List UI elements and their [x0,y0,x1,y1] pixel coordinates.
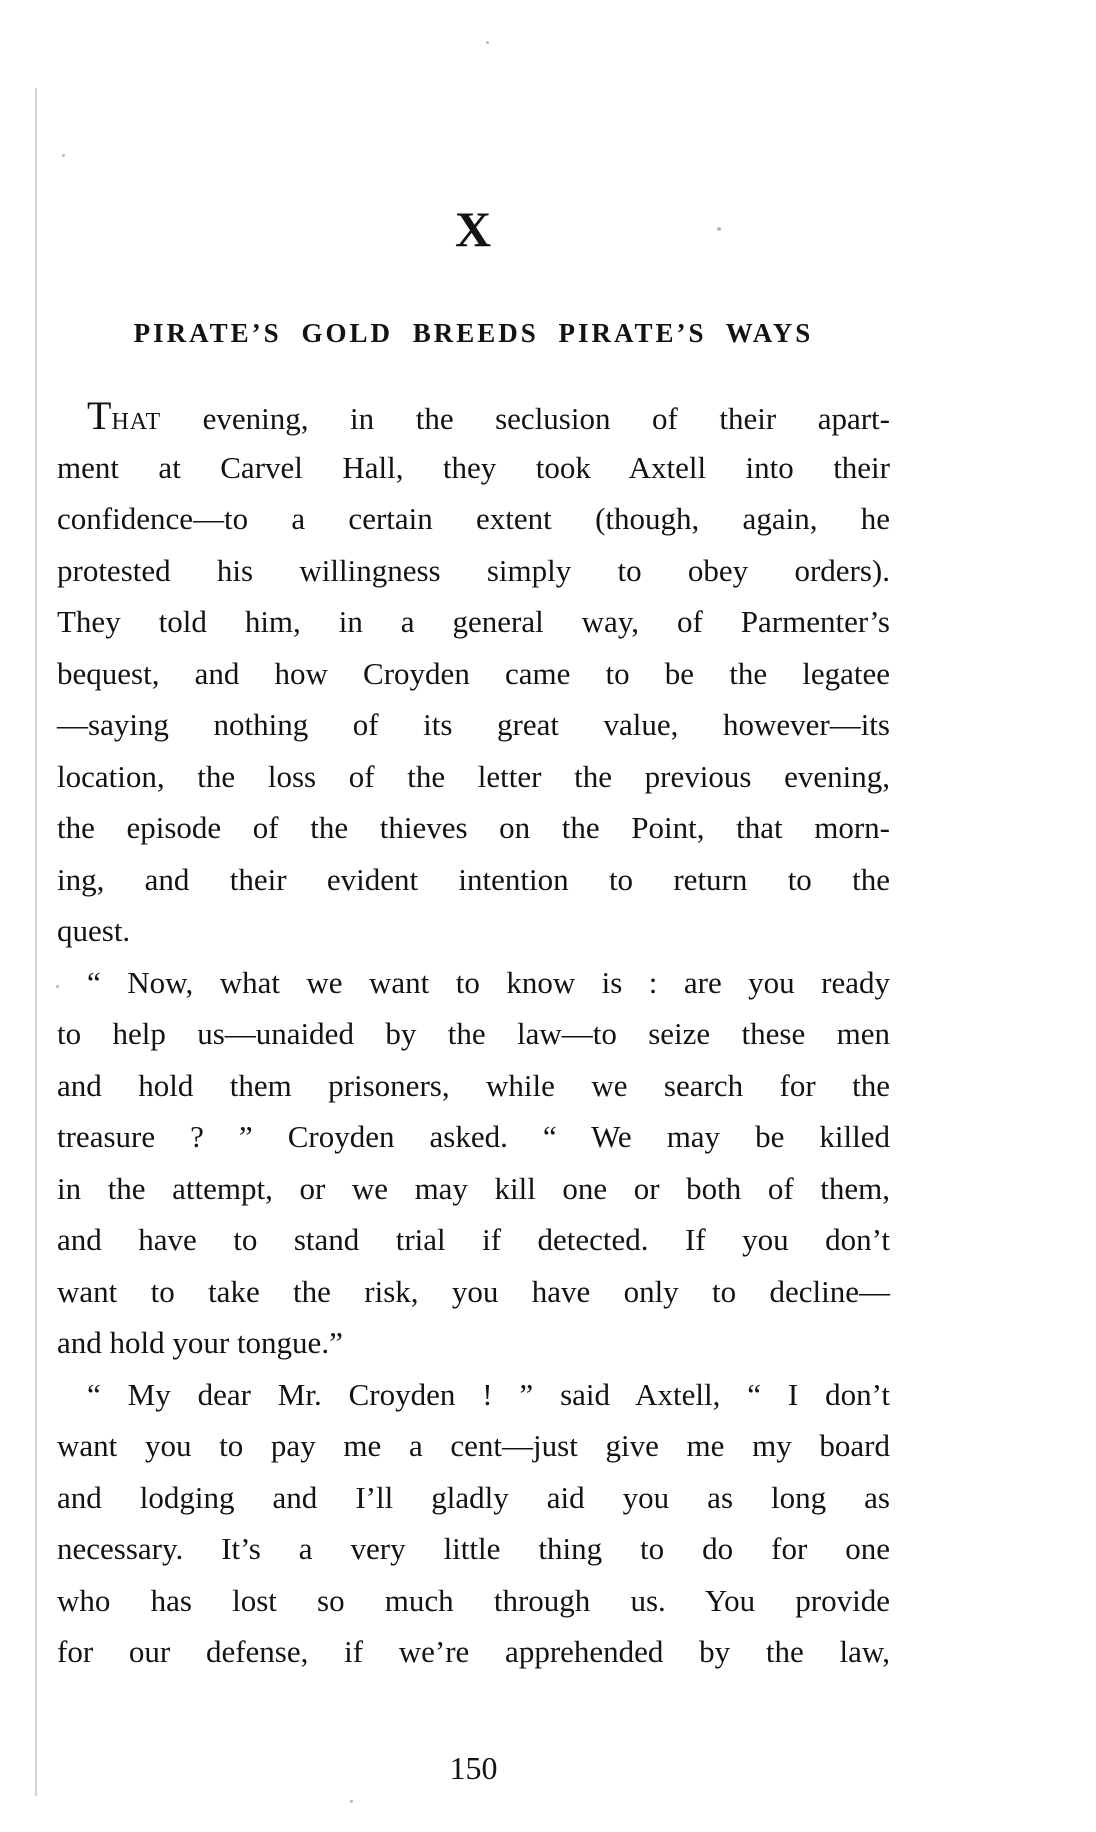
chapter-number: X [454,201,493,257]
paragraph-1-line: location, the loss of the letter the previous evening, [57,758,890,794]
paragraph-2-line: treasure ? ” Croyden asked. “ We may be killed [57,1119,890,1154]
paragraph-3-line: who has lost so much through us. You provide [57,1582,890,1618]
paragraph-2-line: to help us—unaided by the law—to seize these men [57,1016,890,1051]
paragraph-1-line: ing, and their evident intention to return to the [57,861,890,897]
page-number: 150 [449,1750,498,1786]
paragraph-3-line: for our defense, if we’re apprehended by the law, [57,1634,890,1669]
body-text [57,390,890,1678]
paragraph-1-line: quest. [57,913,131,948]
paragraph-1-line: They told him, in a general way, of Parmenter’s [57,604,890,639]
paragraph-1-line: bequest, and how Croyden came to be the legatee [57,655,890,691]
page-edge-rule [35,88,37,1796]
paragraph-1-line: protested his willingness simply to obey orders). [57,552,890,588]
drop-initial: T [87,393,112,438]
small-caps-lead: HAT [111,409,162,435]
paragraph-3-line: and lodging and I’ll gladly aid you as long as [57,1479,890,1515]
paragraph-1-line: the episode of the thieves on the Point, that morn- [57,810,890,845]
paragraph-3-line: want you to pay me a cent—just give me my board [57,1428,890,1463]
paragraph-2-line: “ Now, what we want to know is : are you ready [87,964,890,1000]
paragraph-2-line: and hold them prisoners, while we search for the [57,1067,890,1103]
line-text: evening, in the seclusion of their apart- [161,401,890,436]
paragraph-1-line: —saying nothing of its great value, however—its [57,707,890,742]
paragraph-3-line: necessary. It’s a very little thing to do for one [57,1531,890,1566]
paragraph-3-line: “ My dear Mr. Croyden ! ” said Axtell, “ I don’t [87,1376,890,1412]
scan-speck [62,154,65,157]
chapter-subtitle: PIRATE’S GOLD BREEDS PIRATE’S WAYS [133,318,814,348]
paragraph-1-line: confidence—to a certain extent (though, again, he [57,501,890,536]
paragraph-2-line: and have to stand trial if detected. If you don’t [57,1222,890,1257]
scan-speck [350,1800,353,1803]
paragraph-1-line [57,390,890,442]
scan-speck [486,41,489,44]
paragraph-2-line: in the attempt, or we may kill one or both of them, [57,1170,890,1206]
paragraph-1-line: ment at Carvel Hall, they took Axtell into their [57,449,890,485]
paragraph-2-line: want to take the risk, you have only to decline— [57,1273,890,1309]
paragraph-2-line: and hold your tongue.” [57,1325,343,1360]
